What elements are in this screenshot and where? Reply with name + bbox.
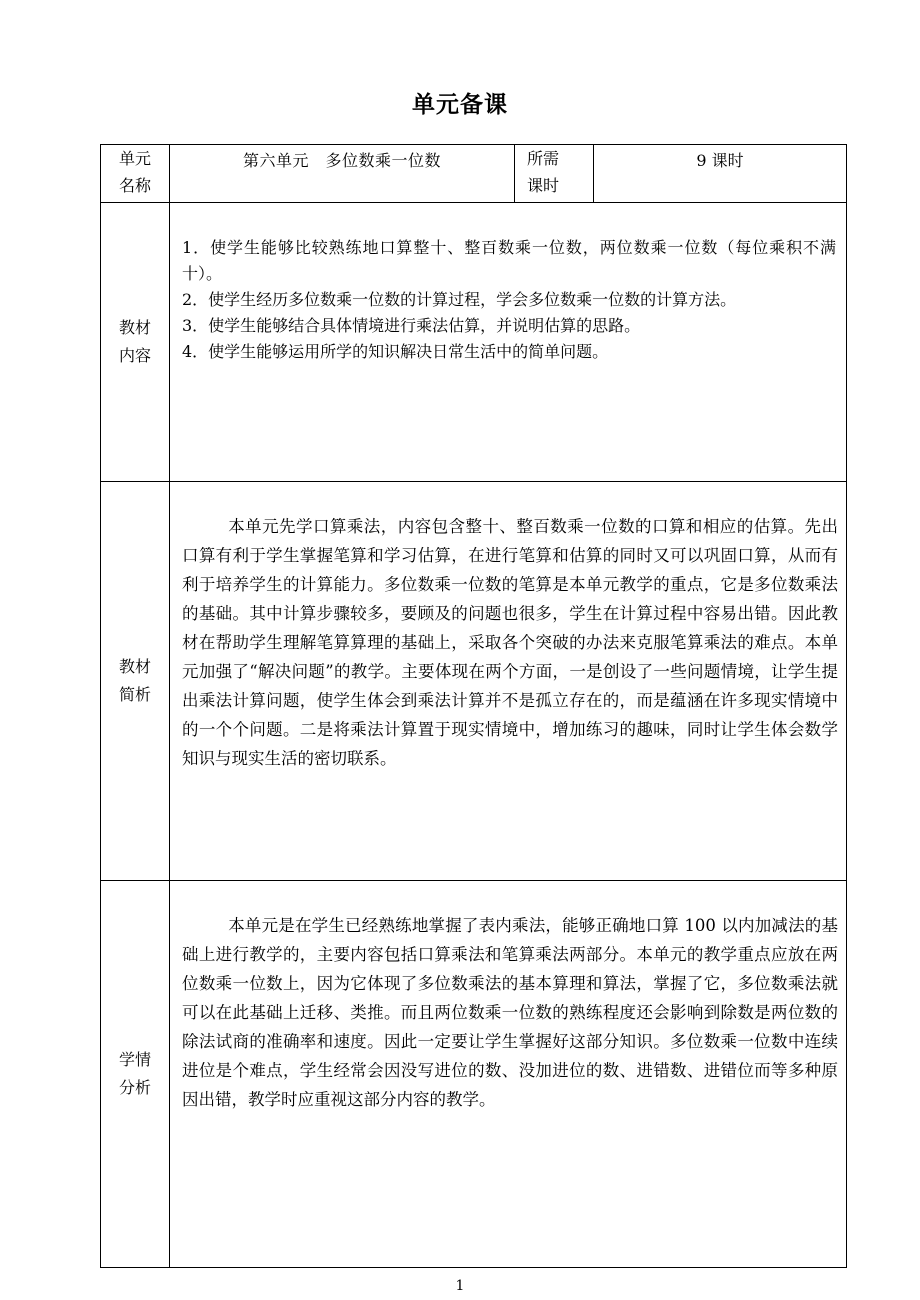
lesson-plan-table [100,144,847,1268]
page-number: 1 [455,1278,465,1294]
content-cell [170,203,847,482]
unit-name: 第六单元 多位数乘一位数 [170,145,515,203]
content-item: 1．使学生能够比较熟练地口算整十、整百数乘一位数，两位数乘一位数（每位乘积不满十）。 [182,238,836,283]
analysis-cell [170,482,847,881]
content-item: 3．使学生能够结合具体情境进行乘法估算，并说明估算的思路。 [182,316,641,335]
analysis-label-cell [101,482,170,881]
students-row [101,881,847,1268]
content-label: 教材内容 [118,318,151,365]
students-label: 学情分析 [118,1050,151,1097]
students-label-cell [101,881,170,1268]
content-row [101,203,847,482]
content-item: 4．使学生能够运用所学的知识解决日常生活中的简单问题。 [182,342,609,361]
analysis-row [101,482,847,881]
hours-label [515,145,594,203]
hours-value: 9 课时 [594,145,847,203]
content-item: 2．使学生经历多位数乘一位数的计算过程，学会多位数乘一位数的计算方法。 [182,290,737,309]
hours-label-text: 所需课时 [527,149,560,195]
students-cell [170,881,847,1268]
content-label-cell [101,203,170,482]
students-text: 本单元是在学生已经熟练地掌握了表内乘法，能够正确地口算 100 以内加减法的基础上进行教学的，主要内容包括口算乘法和笔算乘法两部分。本单元的教学重点应放在两位数乘一位数上，因为它体现了多位数乘法的基本算理和算法，掌握了它，多位数乘法就可以在此基础上迁移、类推。而且两位数乘一位数的熟练程度还会影响到除数是两位数的除法试商的准确率和速度。因此一定要让学生掌握好这部分知识。多位数乘一位数中连续进位是个难点，学生经常会因没写进位的数、没加进位的数、进错数、进错位而等多种原因出错，教学时应重视这部分内容的教学。 [182,916,838,1109]
analysis-label: 教材简析 [118,657,151,704]
page-title: 单元备课 [412,91,508,118]
unit-info-row [101,145,847,203]
unit-label: 单元名称 [118,149,151,195]
analysis-text: 本单元先学口算乘法，内容包含整十、整百数乘一位数的口算和相应的估算。先出口算有利于学生掌握笔算和学习估算，在进行笔算和估算的同时又可以巩固口算，从而有利于培养学生的计算能力。多位数乘一位数的笔算是本单元教学的重点，它是多位数乘法的基础。其中计算步骤较多，要顾及的问题也很多，学生在计算过程中容易出错。因此教材在帮助学生理解笔算算理的基础上，采取各个突破的办法来克服笔算乘法的难点。本单元加强了“解决问题”的教学。主要体现在两个方面，一是创设了一些问题情境，让学生提出乘法计算问题，使学生体会到乘法计算并不是孤立存在的，而是蕴涵在许多现实情境中的一个个问题。二是将乘法计算置于现实情境中，增加练习的趣味，同时让学生体会数学知识与现实生活的密切联系。 [182,517,838,768]
unit-label-cell [101,145,170,203]
